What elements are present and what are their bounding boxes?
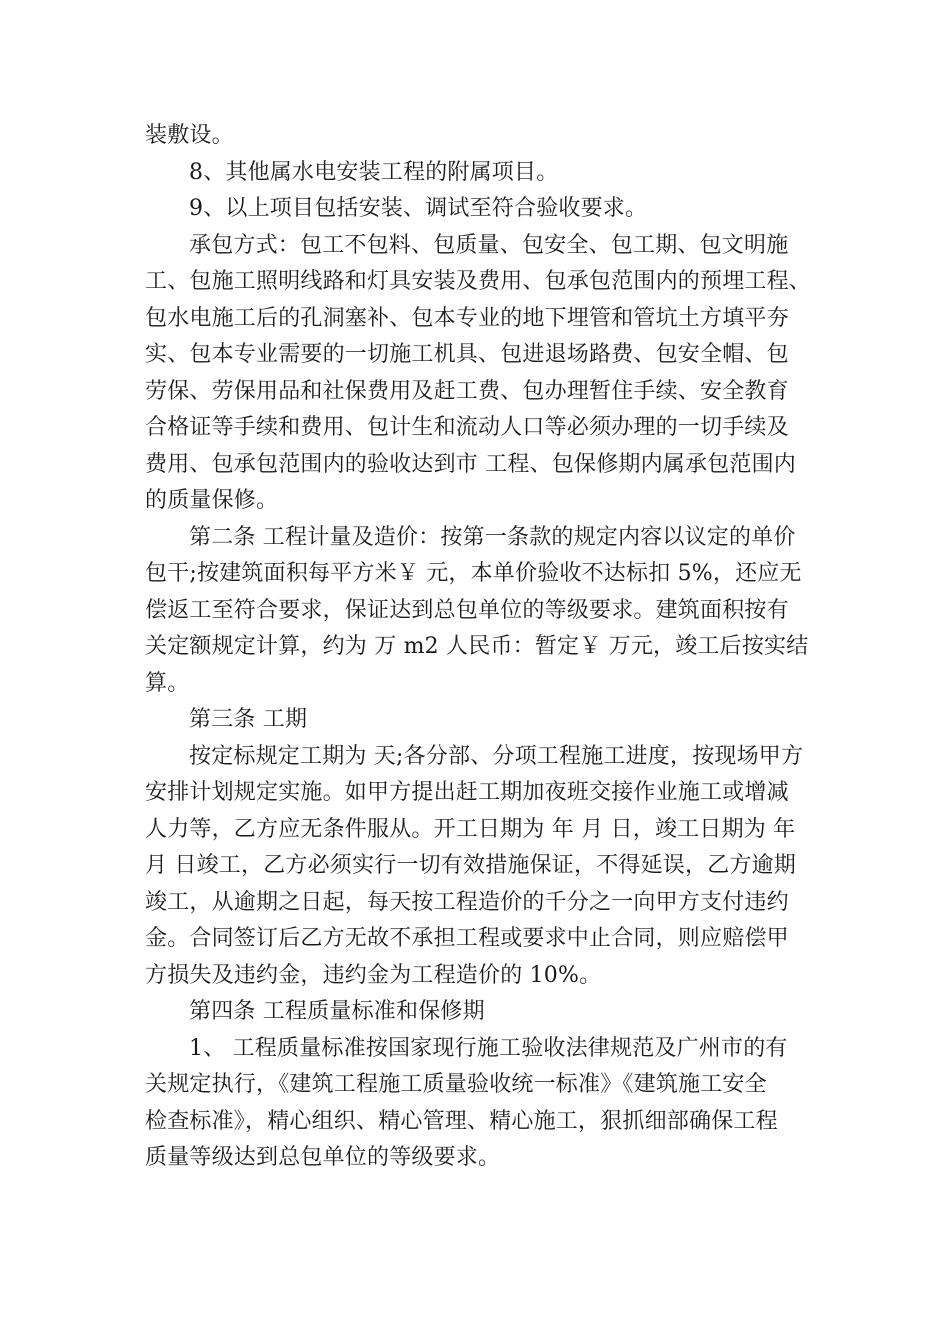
text-line: 第三条 工期 bbox=[189, 707, 308, 732]
text-line: 安排计划规定实施。如甲方提出赶工期加夜班交接作业施工或增减 bbox=[145, 780, 789, 805]
text-line: 检查标准》，精心组织、精心管理、精心施工，狠抓细部确保工程 bbox=[145, 1108, 778, 1134]
text-line: 工、包施工照明线路和灯具安装及费用、包承包范围内的预埋工程、 bbox=[145, 269, 812, 294]
text-line: 关定额规定计算，约为 万 m2 人民币：暂定￥ 万元，竣工后按实结 bbox=[145, 634, 809, 659]
text-line: 的质量保修。 bbox=[145, 488, 279, 513]
text-line: 装敷设。 bbox=[145, 123, 234, 148]
text-line: 月 日竣工，乙方必须实行一切有效措施保证，不得延误，乙方逾期 bbox=[145, 853, 796, 878]
text-line: 费用、包承包范围内的验收达到市 工程、包保修期内属承包范围内 bbox=[145, 451, 796, 477]
text-line: 方损失及违约金，违约金为工程造价的 10%。 bbox=[145, 962, 602, 988]
text-line: 偿返工至符合要求，保证达到总包单位的等级要求。建筑面积按有 bbox=[145, 597, 789, 623]
text-line: 金。合同签订后乙方无故不承担工程或要求中止合同，则应赔偿甲 bbox=[145, 926, 789, 951]
text-line: 实、包本专业需要的一切施工机具、包进退场路费、包安全帽、包 bbox=[145, 342, 789, 367]
text-line: 1、 工程质量标准按国家现行施工验收法律规范及广州市的有 bbox=[189, 1035, 788, 1061]
document-body bbox=[145, 118, 815, 1177]
text-line: 承包方式：包工不包料、包质量、包安全、包工期、包文明施 bbox=[189, 232, 789, 258]
text-line: 竣工，从逾期之日起，每天按工程造价的千分之一向甲方支付违约 bbox=[145, 889, 789, 915]
text-line: 8、其他属水电安装工程的附属项目。 bbox=[189, 159, 559, 185]
text-line: 第二条 工程计量及造价：按第一条款的规定内容以议定的单价 bbox=[189, 524, 796, 550]
text-line: 算。 bbox=[145, 670, 190, 696]
text-line: 人力等，乙方应无条件服从。开工日期为 年 月 日，竣工日期为 年 bbox=[145, 816, 796, 842]
text-line: 质量等级达到总包单位的等级要求。 bbox=[145, 1145, 501, 1170]
text-line: 关规定执行，《建筑工程施工质量验收统一标准》《建筑施工安全 bbox=[145, 1072, 767, 1097]
text-line: 包水电施工后的孔洞塞补、包本专业的地下埋管和管坑土方填平夯 bbox=[145, 305, 789, 331]
text-line: 劳保、劳保用品和社保费用及赶工费、包办理暂住手续、安全教育 bbox=[145, 378, 789, 404]
text-line: 包干;按建筑面积每平方米￥ 元，本单价验收不达标扣 5%，还应无 bbox=[145, 561, 802, 586]
text-line: 合格证等手续和费用、包计生和流动人口等必须办理的一切手续及 bbox=[145, 415, 789, 440]
text-line: 按定标规定工期为 天;各分部、分项工程施工进度，按现场甲方 bbox=[189, 743, 804, 769]
text-line: 第四条 工程质量标准和保修期 bbox=[189, 999, 485, 1024]
text-line: 9、以上项目包括安装、调试至符合验收要求。 bbox=[189, 196, 648, 221]
